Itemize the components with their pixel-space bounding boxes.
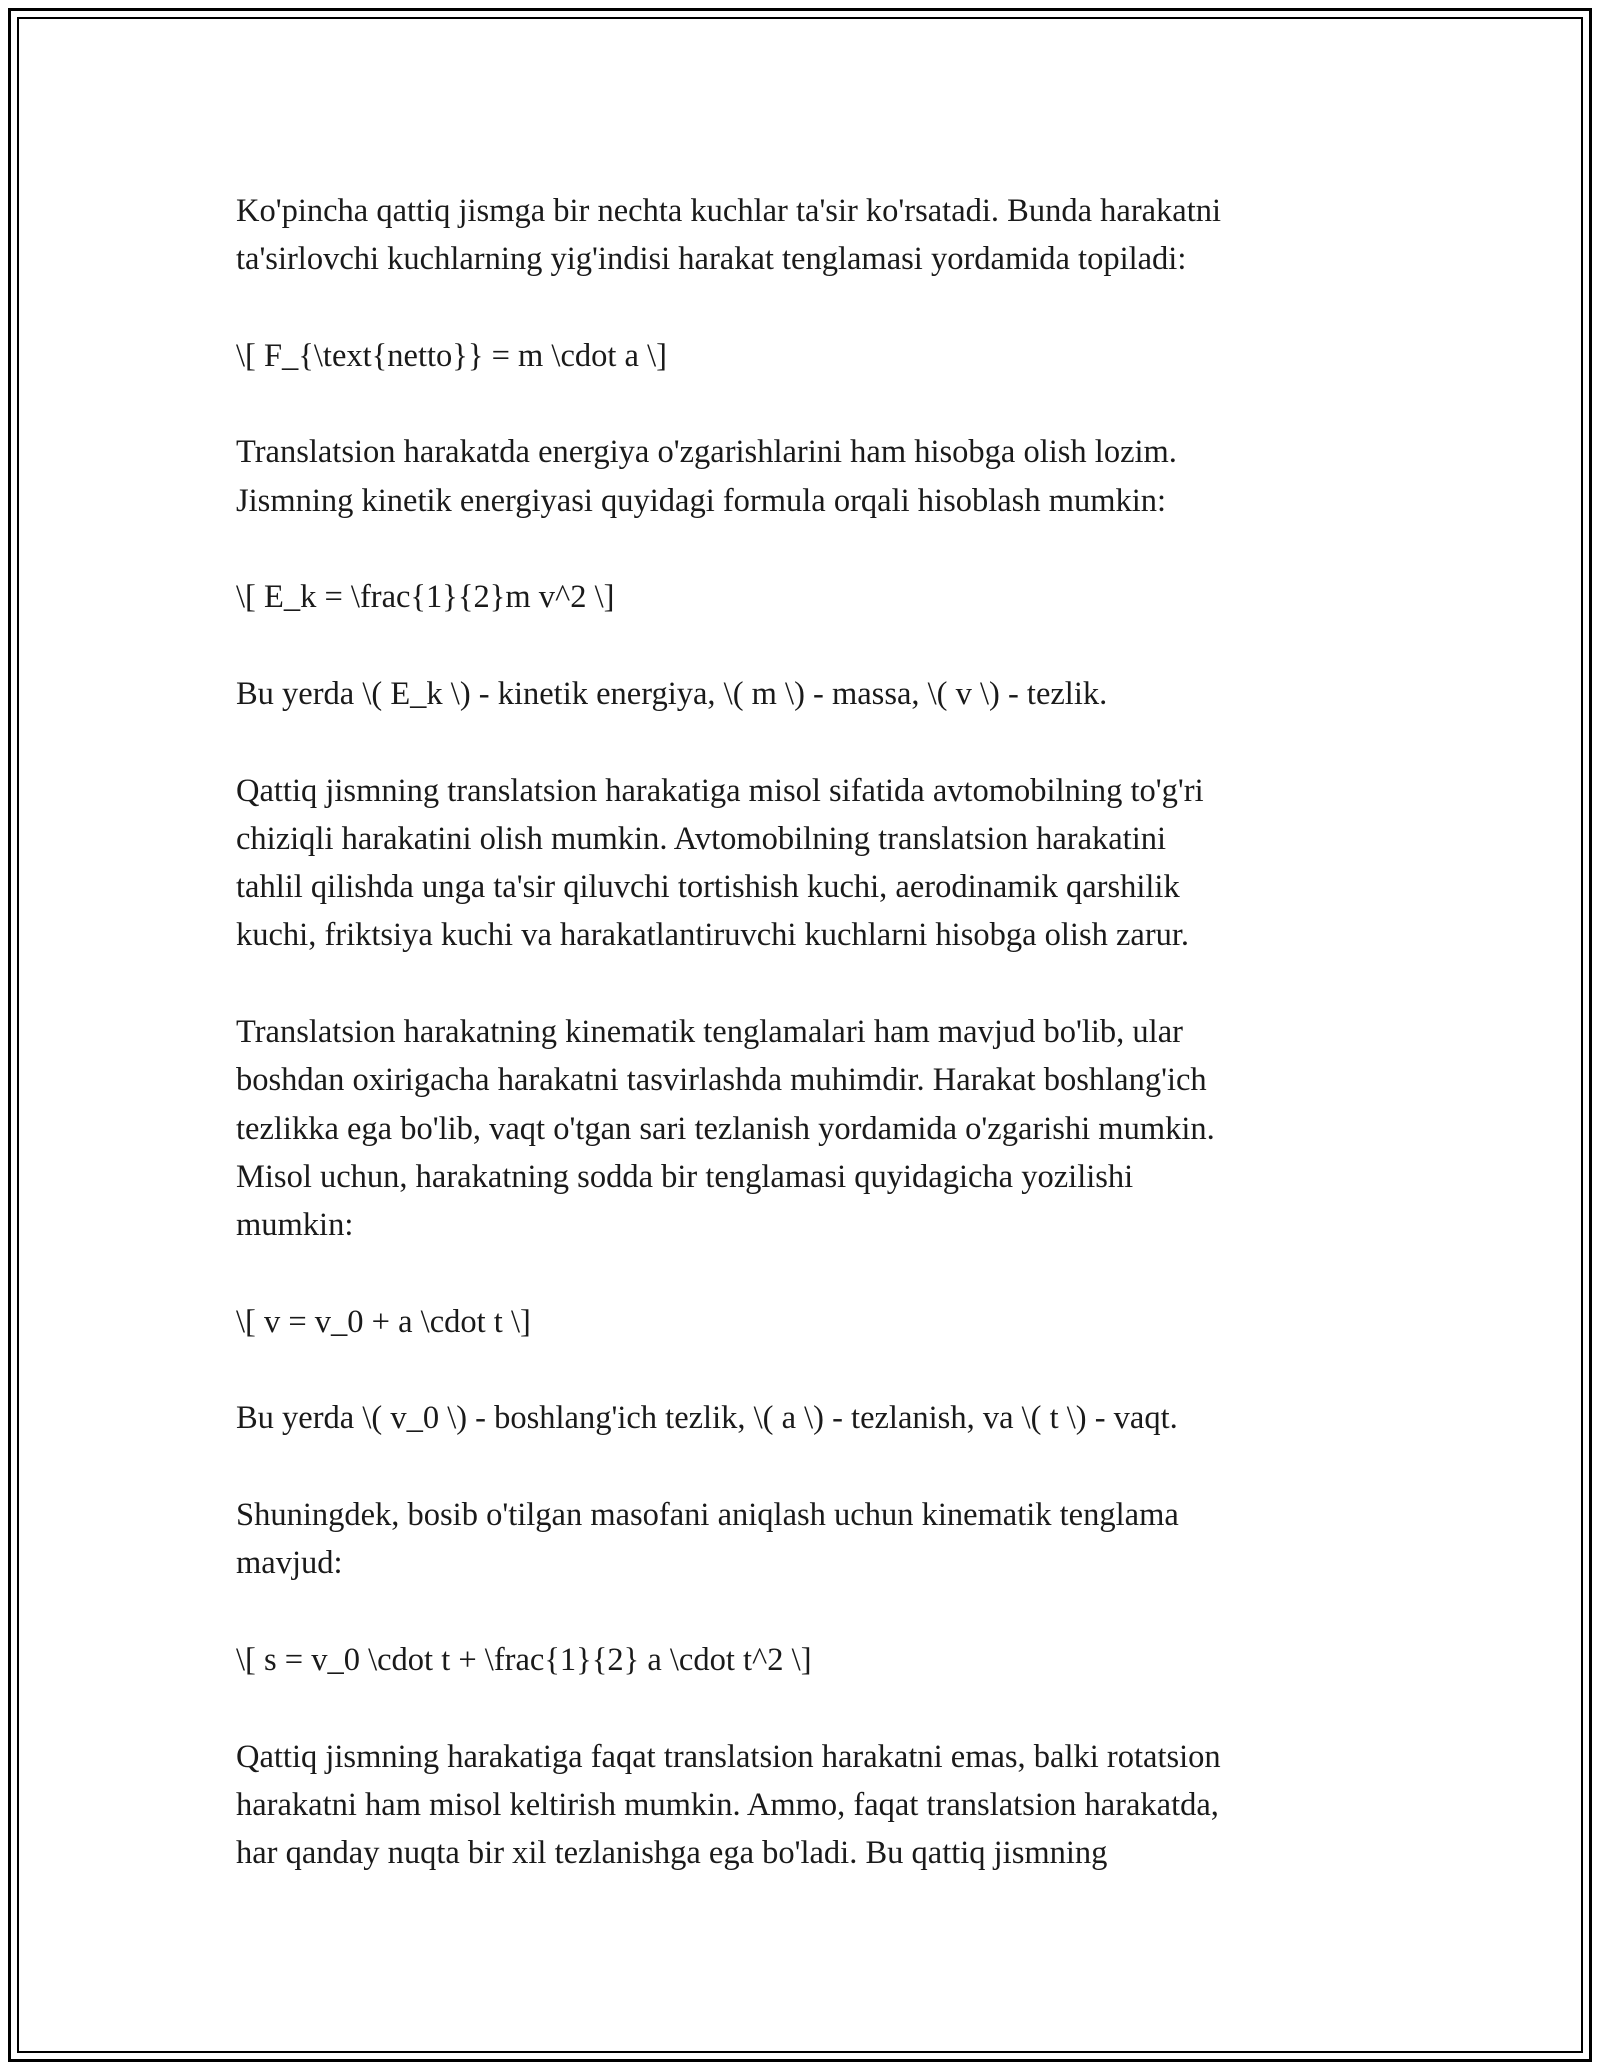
text-line: boshdan oxirigacha harakatni tasvirlashda muhimdir. Harakat boshlang'ich [236, 1062, 1207, 1099]
formula-distance [236, 1636, 1386, 1684]
paragraph-rotation [236, 1733, 1386, 1878]
formula-line: \[ F_{\text{netto}} = m \cdot a \] [236, 337, 667, 374]
text-line: Ko'pincha qattiq jismga bir nechta kuchlar ta'sir ko'rsatadi. Bunda harakatni [236, 193, 1222, 229]
text-line: Shuningdek, bosib o'tilgan masofani aniqlash uchun kinematik tenglama [236, 1497, 1179, 1534]
formula-kinetic-energy [236, 573, 1386, 621]
document-body [236, 187, 1386, 1877]
text-line: chiziqli harakatini olish mumkin. Avtomobilning translatsion harakatini [236, 820, 1167, 857]
formula-velocity [236, 1298, 1386, 1346]
paragraph-kinematics [236, 1008, 1386, 1249]
paragraph-car-example [236, 767, 1386, 960]
paragraph-forces-intro [236, 187, 1386, 284]
text-line: tezlikka ega bo'lib, vaqt o'tgan sari tezlanish yordamida o'zgarishi mumkin. [236, 1110, 1215, 1147]
text-line: Bu yerda \( E_k \) - kinetik energiya, \( m \) - massa, \( v \) - tezlik. [236, 675, 1108, 712]
formula-net-force [236, 332, 1386, 380]
text-line: kuchi, friktsiya kuchi va harakatlantiruvchi kuchlarni hisobga olish zarur. [236, 917, 1190, 954]
paragraph-energy-legend [236, 670, 1386, 718]
text-line: mumkin: [236, 1207, 354, 1244]
text-line: mavjud: [236, 1545, 343, 1582]
text-line: ta'sirlovchi kuchlarning yig'indisi harakat tenglamasi yordamida topiladi: [236, 241, 1187, 278]
text-line: Translatsion harakatda energiya o'zgarishlarini ham hisobga olish lozim. [236, 434, 1177, 471]
paragraph-distance-intro [236, 1491, 1386, 1588]
text-line: Bu yerda \( v_0 \) - boshlang'ich tezlik, \( a \) - tezlanish, va \( t \) - vaqt. [236, 1400, 1178, 1437]
text-line: tahlil qilishda unga ta'sir qiluvchi tortishish kuchi, aerodinamik qarshilik [236, 869, 1180, 906]
text-line: Qattiq jismning harakatiga faqat translatsion harakatni emas, balki rotatsion [236, 1738, 1221, 1775]
formula-line: \[ s = v_0 \cdot t + \frac{1}{2} a \cdot t^2 \] [236, 1641, 812, 1678]
text-line: Jismning kinetik energiyasi quyidagi formula orqali hisoblash mumkin: [236, 482, 1167, 519]
formula-line: \[ E_k = \frac{1}{2}m v^2 \] [236, 579, 615, 616]
text-line: harakatni ham misol keltirish mumkin. Ammo, faqat translatsion harakatda, [236, 1786, 1219, 1823]
text-line: Qattiq jismning translatsion harakatiga misol sifatida avtomobilning to'g'ri [236, 772, 1204, 809]
text-line: Translatsion harakatning kinematik tenglamalari ham mavjud bo'lib, ular [236, 1014, 1183, 1051]
formula-line: \[ v = v_0 + a \cdot t \] [236, 1303, 531, 1340]
paragraph-energy [236, 428, 1386, 525]
text-line: Misol uchun, harakatning sodda bir tenglamasi quyidagicha yozilishi [236, 1158, 1134, 1195]
text-line: har qanday nuqta bir xil tezlanishga ega bo'ladi. Bu qattiq jismning [236, 1835, 1108, 1872]
paragraph-velocity-legend [236, 1394, 1386, 1442]
